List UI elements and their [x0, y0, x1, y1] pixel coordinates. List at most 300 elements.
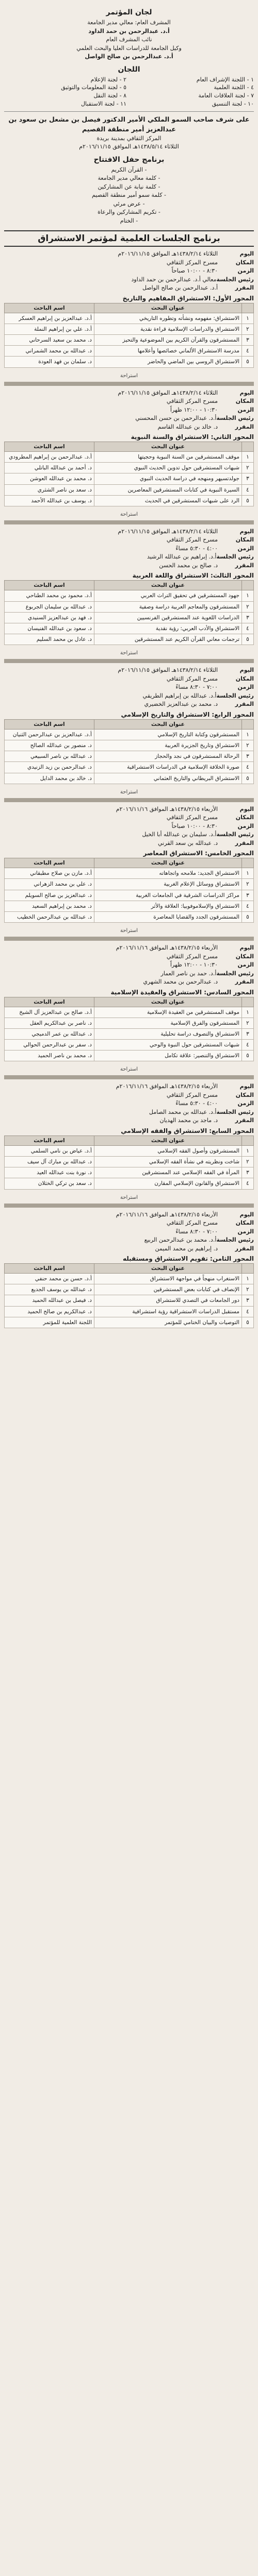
session-day-value: الأربعاء ١٤٣٨/٢/١٥هـ الموافق ٢٠١٦/١١/١٦م: [116, 1211, 218, 1218]
break-label: استراحة: [120, 650, 138, 656]
row-researcher: د. محمد بن سعيد السرحاني: [5, 335, 94, 346]
row-number: ١: [242, 1007, 254, 1018]
col-num-header: [242, 858, 254, 868]
session-block: [4, 1211, 254, 1328]
table-row: [5, 1018, 254, 1028]
session-hall-label: المكان: [235, 536, 254, 544]
row-number: ٤: [242, 1306, 254, 1317]
row-number: ٣: [242, 890, 254, 901]
table-row: [5, 452, 254, 463]
session-topic: المحور الأول: الاستشراق المفاهيم والتاريخ: [122, 294, 254, 302]
row-research-title: موقف المستشرقين من العقيدة الإسلامية: [94, 1007, 241, 1018]
committees-list: [4, 76, 254, 109]
row-research-title: الاستشراق الروسي بين الماضي والحاضر: [94, 357, 241, 367]
opening-hall: المركز الثقافي بمدينة بريدة: [96, 134, 162, 142]
session-hall: [4, 1091, 254, 1100]
session-day: [4, 1082, 254, 1091]
row-researcher: د. علي بن محمد الزهراني: [5, 879, 94, 890]
session-day-value: الثلاثاء ١٤٣٨/٢/١٤هـ الموافق ٢٠١٦/١١/١٥م: [118, 667, 218, 674]
session-topic: المحور الثالث: الاستشراق واللغة العربية: [132, 572, 254, 580]
supervisors-block: [4, 19, 254, 61]
session-time-value: ١٠:٣٠ - ١٢:٠٠ ظهراً: [170, 961, 218, 969]
session-block: [4, 666, 254, 802]
session-hall-value: مسرح المركز الثقافي: [166, 536, 218, 544]
session-rapporteur-label: المقرر: [235, 1245, 254, 1252]
session-day: [4, 944, 254, 953]
row-number: ٢: [242, 463, 254, 473]
row-researcher: د. منصور بن عبدالله الصالح: [5, 740, 94, 751]
session-meta: [4, 528, 254, 570]
session-chair-value: أ.د. سليمان بن عبدالله أبا الخيل: [142, 831, 217, 838]
session-time-label: الزمن: [237, 822, 254, 829]
row-researcher: د. عبدالله بن محمد الشمراني: [5, 346, 94, 357]
session-day: [4, 250, 254, 259]
committee-item: ٢ - لجنة الإعلام: [90, 76, 126, 83]
row-researcher: أ.د. صالح بن عبدالعزيز آل الشيخ: [5, 1007, 94, 1018]
session-rapporteur-label: المقرر: [235, 284, 254, 292]
row-researcher: د. فهد بن عبدالعزيز السنيدي: [5, 612, 94, 623]
session-chair-value: أ.د. عبدالله بن إبراهيم الطريقي: [142, 692, 217, 699]
committee-item: ٥ - لجنة المعلومات والتوثيق: [61, 84, 126, 91]
session-day-label: اليوم: [239, 250, 254, 258]
session-day-value: الأربعاء ١٤٣٨/٢/١٥هـ الموافق ٢٠١٦/١١/١٦م: [116, 1083, 218, 1090]
row-number: ٣: [242, 335, 254, 346]
row-research-title: شاخت ونظريته في نشأة الفقه الإسلامي: [94, 1157, 241, 1167]
row-number: ٣: [242, 1295, 254, 1306]
break-label: استراحة: [120, 789, 138, 795]
row-number: ٤: [242, 901, 254, 911]
table-row: [5, 313, 254, 324]
row-number: ١: [242, 868, 254, 879]
row-number: ٣: [242, 612, 254, 623]
session-hall-value: مسرح المركز الثقافي: [166, 398, 218, 405]
table-row: [5, 1274, 254, 1284]
committee-item: ١٠ - لجنة التنسيق: [212, 100, 254, 108]
row-researcher: د. سعد بن تركي الخثلان: [5, 1178, 94, 1189]
session-day-label: اليوم: [239, 805, 254, 812]
session-chair-value: أ.د. عبدالله بن محمد الصامل: [149, 1108, 217, 1115]
session-rapporteur-label: المقرر: [235, 978, 254, 986]
table-header-row: [5, 858, 254, 868]
row-researcher: د. عبدالرحمن بن زيد الزنيدي: [5, 762, 94, 773]
session-rapporteur-value: أ.د. عبدالرحمن بن صالح الواصل: [142, 284, 218, 292]
session-table: [4, 580, 254, 645]
row-researcher: اللجنة العلمية للمؤتمر: [5, 1317, 94, 1328]
session-hall-value: مسرح المركز الثقافي: [166, 259, 218, 266]
row-number: ١: [242, 313, 254, 324]
row-research-title: مدرسة الاستشراق الألماني خصائصها وأعلامها: [94, 346, 241, 357]
session-chair: [4, 970, 254, 978]
opening-program-item: - كلمة معالي مدير الجامعة: [98, 175, 160, 182]
session-chair-label: رئيس الجلسة: [216, 415, 254, 422]
row-number: ٤: [242, 623, 254, 634]
row-researcher: د. سعود بن عبدالله الفنيسان: [5, 623, 94, 634]
row-number: ٣: [242, 751, 254, 762]
session-block: [4, 1082, 254, 1207]
col-researcher-header: اسم الباحث: [5, 581, 94, 590]
row-number: ٤: [242, 762, 254, 773]
session-table: [4, 442, 254, 506]
session-time-value: ٤:٠٠ - ٥:٣٠ مساءً: [175, 1100, 218, 1107]
row-researcher: د. محمد بن ناصر الحميد: [5, 1050, 94, 1061]
row-research-title: شبهات المستشرقين حول تدوين الحديث النبوي: [94, 463, 241, 473]
row-researcher: أ.د. محمود بن محمد الطناحي: [5, 590, 94, 601]
session-topic: المحور السابع: الاستشراق والفقه الإسلامي: [121, 1127, 254, 1134]
table-row: [5, 1295, 254, 1306]
row-researcher: أ.د. مازن بن صلاح مطبقاني: [5, 868, 94, 879]
col-num-header: [242, 581, 254, 590]
session-block: [4, 528, 254, 663]
table-header-row: [5, 997, 254, 1007]
session-separator: [4, 659, 254, 663]
session-meta: [4, 250, 254, 293]
session-chair: [4, 553, 254, 562]
opening-program-item: - الختام: [120, 217, 138, 224]
row-researcher: أ.د. علي بن إبراهيم النملة: [5, 324, 94, 334]
session-rapporteur-label: المقرر: [235, 423, 254, 430]
session-meta: [4, 805, 254, 848]
table-row: [5, 473, 254, 484]
session-time-value: ٨:٣٠ - ١٠:٠٠ صباحاً: [171, 267, 218, 275]
session-day-label: اليوم: [239, 667, 254, 674]
row-researcher: د. أحمد بن عبدالله الباتلي: [5, 463, 94, 473]
session-time-label: الزمن: [237, 406, 254, 413]
session-rapporteur-label: المقرر: [235, 701, 254, 708]
row-research-title: الاستشراق والتنصير: علاقة تكامل: [94, 1050, 241, 1061]
session-separator: [4, 1075, 254, 1079]
row-researcher: د. نورة بنت عبدالله العيد: [5, 1167, 94, 1178]
row-researcher: د. عبدالعزيز بن صالح السويلم: [5, 890, 94, 901]
session-day-label: اليوم: [239, 528, 254, 535]
session-block: [4, 944, 254, 1079]
session-hall-label: المكان: [235, 814, 254, 821]
col-num-header: [242, 303, 254, 313]
session-table: [4, 997, 254, 1062]
row-research-title: الاستشراق وتاريخ الجزيرة العربية: [94, 740, 241, 751]
session-day-value: الثلاثاء ١٤٣٨/٢/١٤هـ الموافق ٢٠١٦/١١/١٥م: [118, 528, 218, 535]
col-research-header: عنوان البحث: [94, 581, 241, 590]
col-num-header: [242, 1264, 254, 1274]
session-chair: [4, 831, 254, 839]
table-row: [5, 762, 254, 773]
session-time-value: ١٠:٣٠ - ١٢:٠٠ ظهراً: [170, 406, 218, 413]
session-rapporteur-label: المقرر: [235, 562, 254, 569]
session-chair-label: رئيس الجلسة: [216, 970, 254, 977]
session-chair-value: أ.د. حمد بن ناصر العمار: [160, 970, 217, 977]
session-time: [4, 267, 254, 276]
row-research-title: التوصيات والبيان الختامي للمؤتمر: [94, 1317, 241, 1328]
col-researcher-header: اسم الباحث: [5, 442, 94, 452]
table-row: [5, 911, 254, 922]
session-hall-value: مسرح المركز الثقافي: [166, 814, 218, 821]
table-row: [5, 495, 254, 506]
table-row: [5, 1167, 254, 1178]
session-chair-label: رئيس الجلسة: [216, 276, 254, 283]
row-researcher: د. محمد بن عبدالله العوشن: [5, 473, 94, 484]
row-number: ٣: [242, 473, 254, 484]
session-rapporteur: [4, 1245, 254, 1253]
row-research-title: ترجمات معاني القرآن الكريم عند المستشرقين: [94, 634, 241, 645]
opening-program-item: - عرض مرئي: [113, 200, 145, 207]
session-time-label: الزمن: [237, 1100, 254, 1107]
row-research-title: الاستشراق ووسائل الإعلام الغربية: [94, 879, 241, 890]
table-row: [5, 1306, 254, 1317]
patronage-text: على شرف صاحب السمو الملكي الأمير الدكتور فيصل بن مشعل بن سعود بن عبدالعزيز أمير منطقة القصيم: [8, 115, 250, 133]
session-chair-value: أ.د. عبدالرحمن بن حسن المحسني: [135, 415, 217, 422]
session-rapporteur: [4, 562, 254, 570]
opening-program-title: برنامج حفل الافتتاح: [93, 155, 165, 164]
row-research-title: مستقبل الدراسات الاستشراقية رؤية استشرافية: [94, 1306, 241, 1317]
session-meta: [4, 389, 254, 432]
session-table: [4, 303, 254, 368]
row-number: ١: [242, 452, 254, 463]
row-number: ٢: [242, 324, 254, 334]
session-topic: المحور الثاني: الاستشراق والسنة النبوية: [131, 433, 254, 441]
col-research-header: عنوان البحث: [94, 997, 241, 1007]
committee-item: ٤ - اللجنة العلمية: [214, 84, 254, 91]
session-hall: [4, 259, 254, 267]
table-row: [5, 868, 254, 879]
row-research-title: الرحالة المستشرقون في نجد والحجاز: [94, 751, 241, 762]
session-hall-value: مسرح المركز الثقافي: [166, 953, 218, 960]
opening-program-item: - كلمة سمو أمير منطقة القصيم: [91, 192, 167, 199]
col-researcher-header: اسم الباحث: [5, 1136, 94, 1145]
row-researcher: د. سلمان بن فهد العودة: [5, 357, 94, 367]
row-number: ٥: [242, 1317, 254, 1328]
session-hall: [4, 536, 254, 545]
row-research-title: صورة الخلافة الإسلامية في الدراسات الاستشراقية: [94, 762, 241, 773]
table-header-row: [5, 1264, 254, 1274]
session-hall-label: المكان: [235, 953, 254, 960]
col-research-header: عنوان البحث: [94, 303, 241, 313]
session-day-label: اليوم: [239, 1211, 254, 1218]
session-time-label: الزمن: [237, 267, 254, 275]
row-research-title: الاستشراق البريطاني والتاريخ العثماني: [94, 773, 241, 784]
session-chair-value: معالي أ.د. عبدالرحمن بن حمد الداود: [131, 276, 217, 283]
session-hall-label: المكان: [235, 1219, 254, 1227]
row-number: ١: [242, 1274, 254, 1284]
row-number: ٥: [242, 634, 254, 645]
table-row: [5, 634, 254, 645]
session-separator: [4, 798, 254, 802]
committee-item: ٧ - لجنة العلاقات العامة: [198, 92, 254, 99]
session-day-value: الأربعاء ١٤٣٨/٢/١٥هـ الموافق ٢٠١٦/١١/١٦م: [116, 805, 218, 812]
session-chair-label: رئيس الجلسة: [216, 692, 254, 699]
table-row: [5, 590, 254, 601]
session-block: [4, 805, 254, 941]
session-topic: المحور السادس: الاستشراق والعقيدة الإسلامية: [110, 988, 254, 996]
session-time: [4, 683, 254, 692]
row-researcher: د. عبدالكريم بن صالح الحميد: [5, 1306, 94, 1317]
row-number: ٢: [242, 1284, 254, 1295]
col-research-header: عنوان البحث: [94, 858, 241, 868]
table-row: [5, 324, 254, 334]
session-hall-label: المكان: [235, 675, 254, 682]
table-header-row: [5, 581, 254, 590]
session-rapporteur-value: د. ماجد بن محمد الهديان: [159, 1117, 218, 1124]
row-number: ٢: [242, 1157, 254, 1167]
session-hall-label: المكان: [235, 398, 254, 405]
session-chair: [4, 276, 254, 284]
session-table: [4, 858, 254, 923]
session-separator: [4, 1204, 254, 1208]
table-row: [5, 1028, 254, 1039]
row-number: ٢: [242, 1018, 254, 1028]
row-research-title: شبهات المستشرقين حول النبوة والوحي: [94, 1040, 241, 1050]
main-title: برنامج الجلسات العلمية لمؤتمر الاستشراق: [4, 230, 254, 247]
session-time: [4, 1228, 254, 1236]
sessions-container: [4, 250, 254, 1328]
opening-program-item: - كلمة نيابة عن المشاركين: [98, 183, 160, 190]
session-topic: المحور الرابع: الاستشراق والتاريخ الإسلامي: [121, 710, 254, 718]
session-rapporteur-label: المقرر: [235, 839, 254, 846]
session-time: [4, 545, 254, 553]
row-researcher: د. ناصر بن عبدالكريم العقل: [5, 1018, 94, 1028]
session-rapporteur-value: د. صالح بن محمد الحسن: [159, 562, 218, 569]
session-rapporteur-value: د. خالد بن عبدالله القاسم: [157, 423, 218, 430]
session-rapporteur: [4, 1116, 254, 1125]
row-researcher: د. عبدالله بن عمر الدميجي: [5, 1028, 94, 1039]
row-researcher: د. سعد بن ناصر الشثري: [5, 484, 94, 495]
session-hall: [4, 953, 254, 961]
table-row: [5, 1040, 254, 1050]
row-researcher: د. عبدالله بن يوسف الجديع: [5, 1284, 94, 1295]
row-research-title: الاستشراق والتصوف دراسة تحليلية: [94, 1028, 241, 1039]
session-time-label: الزمن: [237, 1228, 254, 1235]
col-research-header: عنوان البحث: [94, 719, 241, 729]
table-row: [5, 357, 254, 367]
session-day: [4, 805, 254, 814]
row-research-title: المستشرقون والفرق الإسلامية: [94, 1018, 241, 1028]
col-researcher-header: اسم الباحث: [5, 1264, 94, 1274]
session-time-value: ٧:٠٠ - ٨:٣٠ مساءً: [175, 1228, 218, 1235]
session-hall-label: المكان: [235, 1091, 254, 1098]
row-research-title: المستشرقون الجدد والقضايا المعاصرة: [94, 911, 241, 922]
divider: [4, 111, 254, 112]
table-header-row: [5, 442, 254, 452]
table-row: [5, 879, 254, 890]
session-block: [4, 389, 254, 524]
row-research-title: المستشرقون والمعاجم العربية دراسة وصفية: [94, 601, 241, 612]
row-researcher: أ.د. حسن بن محمد حنفي: [5, 1274, 94, 1284]
session-hall-value: مسرح المركز الثقافي: [166, 675, 218, 682]
row-researcher: أ.د. عبدالرحمن بن إبراهيم المطرودي: [5, 452, 94, 463]
table-header-row: [5, 1136, 254, 1145]
row-research-title: الاستشراق: مفهومه ونشأته وتطوره التاريخي: [94, 313, 241, 324]
session-rapporteur-value: د. عبدالله بن سعد القرني: [158, 839, 218, 846]
row-research-title: الاستشراق الجديد: ملامحه واتجاهاته: [94, 868, 241, 879]
committees-heading: اللجان: [118, 65, 140, 74]
session-separator: [4, 382, 254, 386]
table-row: [5, 1050, 254, 1061]
session-day-value: الأربعاء ١٤٣٨/٢/١٥هـ الموافق ٢٠١٦/١١/١٦م: [116, 944, 218, 952]
supervisor-line: وكيل الجامعة للدراسات العليا والبحث العلمي: [76, 44, 182, 52]
row-research-title: المرأة في الفقه الإسلامي عند المستشرقين: [94, 1167, 241, 1178]
row-research-title: الاستشراق والدراسات الإسلامية قراءة نقدية: [94, 324, 241, 334]
session-day: [4, 528, 254, 536]
session-rapporteur-value: د. محمد بن عبدالعزيز الخضيري: [144, 701, 218, 708]
row-researcher: د. عبدالله بن عبدالرحمن الخطيب: [5, 911, 94, 922]
opening-date: الثلاثاء ١٤٣٨/٥/١٤هـ الموافق ٢٠١٦/١١/١٥م: [79, 143, 179, 150]
session-hall: [4, 675, 254, 684]
session-time: [4, 1099, 254, 1108]
session-hall-value: مسرح المركز الثقافي: [166, 1091, 218, 1098]
session-chair-label: رئيس الجلسة: [216, 1236, 254, 1244]
session-topic: المحور الخامس: الاستشراق المعاصر: [143, 850, 254, 857]
session-day-label: اليوم: [239, 944, 254, 952]
session-table: [4, 1263, 254, 1328]
table-row: [5, 346, 254, 357]
session-day: [4, 389, 254, 398]
row-researcher: د. عبدالله بن ناصر السبيعي: [5, 751, 94, 762]
session-meta: [4, 1211, 254, 1253]
session-time: [4, 961, 254, 970]
session-meta: [4, 1082, 254, 1125]
session-meta: [4, 944, 254, 987]
session-table: [4, 719, 254, 784]
col-num-header: [242, 442, 254, 452]
session-rapporteur-value: د. إبراهيم بن محمد الميمن: [155, 1245, 218, 1252]
row-researcher: د. فيصل بن عبدالله الحميد: [5, 1295, 94, 1306]
session-chair: [4, 414, 254, 423]
session-day: [4, 1211, 254, 1219]
row-research-title: مراكز الدراسات الشرقية في الجامعات الغربية: [94, 890, 241, 901]
session-separator: [4, 937, 254, 941]
session-topic: المحور الثامن: تقويم الاستشراق ومستقبله: [122, 1255, 254, 1263]
opening-program-item: - تكريم المشاركين والرعاة: [98, 209, 160, 216]
row-researcher: د. عادل بن محمد السليم: [5, 634, 94, 645]
committees-right-col: [132, 76, 254, 109]
session-hall-label: المكان: [235, 259, 254, 266]
table-row: [5, 890, 254, 901]
table-row: [5, 901, 254, 911]
row-number: ٣: [242, 1167, 254, 1178]
row-number: ٥: [242, 911, 254, 922]
row-number: ٤: [242, 346, 254, 357]
row-research-title: جهود المستشرقين في تحقيق التراث العربي: [94, 590, 241, 601]
session-time-value: ٤:٠٠ - ٥:٣٠ مساءً: [175, 545, 218, 552]
session-rapporteur: [4, 839, 254, 848]
break-label: استراحة: [120, 1194, 138, 1200]
session-time-value: ٨:٣٠ - ١٠:٠٠ صباحاً: [171, 822, 218, 829]
col-research-header: عنوان البحث: [94, 442, 241, 452]
row-research-title: جولدتسيهر ومنهجه في دراسة الحديث النبوي: [94, 473, 241, 484]
row-number: ٣: [242, 1028, 254, 1039]
session-time: [4, 822, 254, 831]
session-day-label: اليوم: [239, 1083, 254, 1090]
row-research-title: الاستشراق والأدب العربي: رؤية نقدية: [94, 623, 241, 634]
col-research-header: عنوان البحث: [94, 1136, 241, 1145]
row-research-title: دور الجامعات في التصدي للاستشراق: [94, 1295, 241, 1306]
row-researcher: د. عبدالله بن مبارك آل سيف: [5, 1157, 94, 1167]
col-researcher-header: اسم الباحث: [5, 858, 94, 868]
committees-left-col: [4, 76, 126, 109]
session-time-label: الزمن: [237, 961, 254, 969]
row-researcher: د. خالد بن محمد الدايل: [5, 773, 94, 784]
table-row: [5, 463, 254, 473]
row-number: ١: [242, 590, 254, 601]
break-label: استراحة: [120, 928, 138, 934]
session-day-value: الثلاثاء ١٤٣٨/٢/١٤هـ الموافق ٢٠١٦/١١/١٥م: [118, 250, 218, 258]
col-research-header: عنوان البحث: [94, 1264, 241, 1274]
session-rapporteur: [4, 284, 254, 293]
table-row: [5, 1317, 254, 1328]
table-row: [5, 729, 254, 740]
table-row: [5, 335, 254, 346]
row-number: ٤: [242, 1178, 254, 1189]
row-research-title: الرد على شبهات المستشرقين في الحديث: [94, 495, 241, 506]
break-label: استراحة: [120, 511, 138, 517]
